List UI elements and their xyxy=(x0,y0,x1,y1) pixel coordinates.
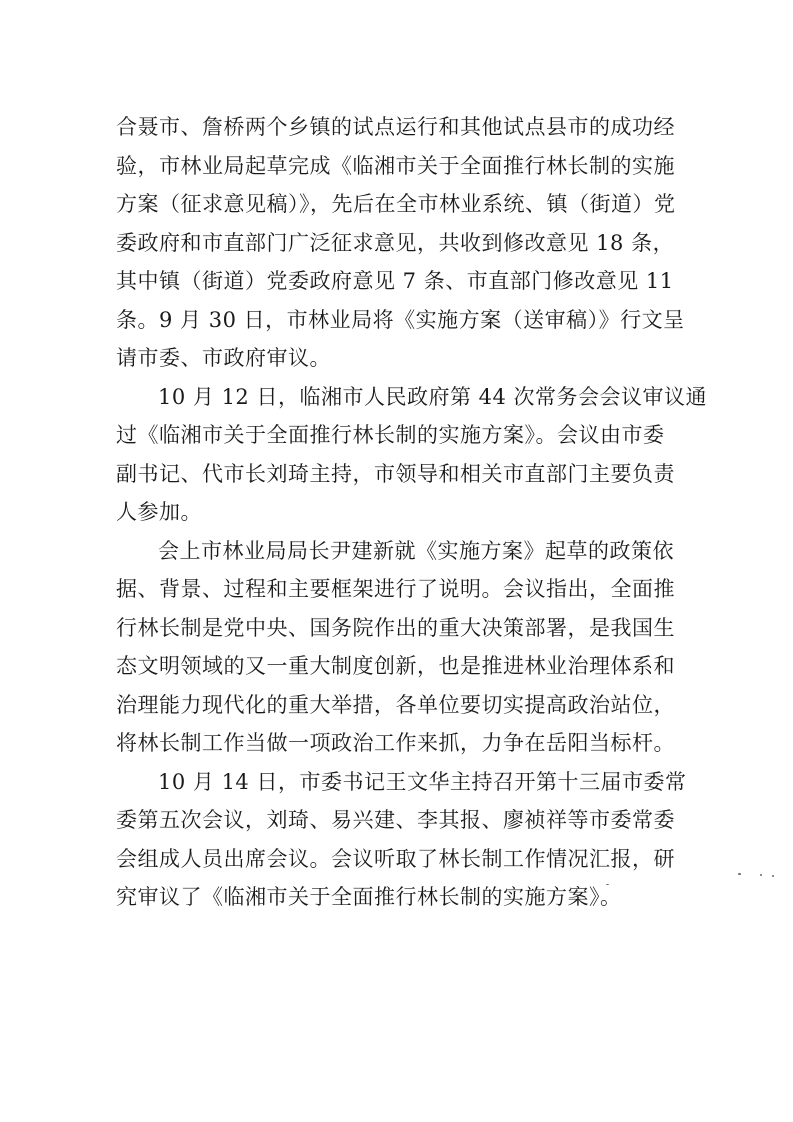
paragraph-4 xyxy=(116,763,687,917)
text-line: 委政府和市直部门广泛征求意见，共收到修改意见 18 条， xyxy=(116,230,675,255)
scan-speck xyxy=(606,884,609,885)
text-line: 10 月 12 日，临湘市人民政府第 44 次常务会会议审议通 xyxy=(158,384,708,409)
text-line: 过《临湘市关于全面推行林长制的实施方案》。会议由市委 xyxy=(116,423,665,447)
paragraph-1 xyxy=(116,108,685,378)
text-line: 行林长制是党中央、国务院作出的重大决策部署，是我国生 xyxy=(116,615,675,640)
text-line: 请市委、市政府审议。 xyxy=(116,346,331,370)
scan-speck xyxy=(760,874,762,876)
text-line: 会上市林业局局长尹建新就《实施方案》起草的政策依 xyxy=(158,538,674,563)
text-line: 治理能力现代化的重大举措，各单位要切实提高政治站位， xyxy=(116,692,675,717)
document-body xyxy=(116,108,708,917)
text-line: 究审议了《临湘市关于全面推行林长制的实施方案》。 xyxy=(116,885,622,909)
scan-speck xyxy=(738,873,741,875)
scan-speck xyxy=(772,875,774,877)
text-line: 据、背景、过程和主要框架进行了说明。会议指出，全面推 xyxy=(116,577,675,601)
text-line: 会组成人员出席会议。会议听取了林长制工作情况汇报，研 xyxy=(116,846,675,871)
text-line: 人参加。 xyxy=(116,500,202,524)
text-line: 态文明领域的又一重大制度创新，也是推进林业治理体系和 xyxy=(116,654,675,678)
paragraph-2 xyxy=(116,378,708,532)
text-line: 将林长制工作当做一项政治工作来抓，力争在岳阳当标杆。 xyxy=(116,731,675,755)
text-line: 10 月 14 日，市委书记王文华主持召开第十三届市委常 xyxy=(158,769,687,794)
text-line: 验，市林业局起草完成《临湘市关于全面推行林长制的实施 xyxy=(116,153,675,178)
text-line: 方案（征求意见稿）》，先后在全市林业系统、镇（街道）党 xyxy=(116,192,676,216)
text-line: 副书记、代市长刘琦主持，市领导和相关市直部门主要负责 xyxy=(116,461,675,486)
text-line: 条。9 月 30 日，市林业局将《实施方案（送审稿）》行文呈 xyxy=(116,307,685,332)
paragraph-3 xyxy=(116,532,676,763)
text-line: 委第五次会议，刘琦、易兴建、李其报、廖祯祥等市委常委 xyxy=(116,808,675,832)
text-line: 其中镇（街道）党委政府意见 7 条、市直部门修改意见 11 xyxy=(116,269,674,293)
text-line: 合聂市、詹桥两个乡镇的试点运行和其他试点县市的成功经 xyxy=(116,115,675,139)
